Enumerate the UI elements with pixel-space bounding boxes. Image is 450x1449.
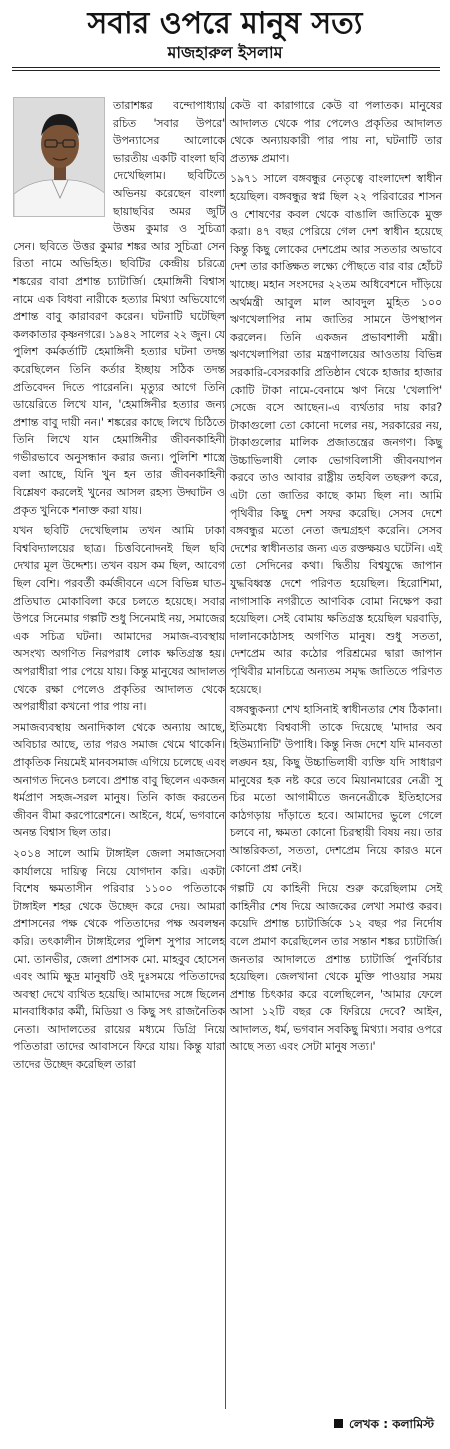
paragraph: কেউ বা কারাগারে কেউ বা পলাতক। মানুষের আদালত থেকে পার পেলেও প্রকৃতির আদালত থেকে অন্যায়কারী পার পায় না, ঘটনাটি তার প্রত্যক্ষ প্রমাণ।	[230, 99, 442, 165]
right-column	[230, 97, 442, 1059]
paragraph: গল্পটি যে কাহিনী দিয়ে শুরু করেছিলাম সেই কাহিনীর শেষ দিয়ে আজকের লেখা সমাপ্ত করব। কয়েদি প্রশান্ত চ্যাটার্জিকে ১২ বছর পর নির্দোষ বলে প্রমাণ করেছিলেন তার সন্তান শঙ্কর চ্যাটার্জি। জনতার আদালতে প্রশান্ত চ্যাটার্জি পুনর্বিচার হয়েছিল। জেলখানা থেকে মুক্তি পাওয়ার সময় প্রশান্ত চিৎকার করে বলেছিলেন, 'আমার ফেলে আসা ১২টি বছর কে ফিরিয়ে দেবে? আইন, আদালত, ধর্ম, ভগবান সবকিছু মিথ্যা। সবার ওপরে আছে সত্য এবং সেটা মানুষ সত্য।'	[230, 882, 442, 1054]
paragraph: ১৯৭১ সালে বঙ্গবন্ধুর নেতৃত্বে বাংলাদেশ স্বাধীন হয়েছিল। বঙ্গবন্ধুর স্বপ্ন ছিল ২২ পরিবারের শাসন ও শোষণের কবল থেকে বাঙালি জাতিকে মুক্ত করা। ৪৭ বছর পেরিয়ে গেল দেশ স্বাধীন হয়েছে কিন্তু কিছু লোকের দেশপ্রেম আর সততার অভাবে দেশ তার কাঙ্ক্ষিত লক্ষ্যে পৌছতে বার বার হোঁচট খাচ্ছে। মহান সংসদের ২২তম অধিবেশনে দাঁড়িয়ে অর্থমন্ত্রী আবুল মাল আবদুল মুহিত ১০০ ঋণখেলাপির নাম জাতির সামনে উপস্থাপন করলেন। তিনি একজন প্রভাবশালী মন্ত্রী। ঋণখেলাপিরা তার মন্ত্রণালয়ের আওতায় বিভিন্ন সরকারি-বেসরকারি প্রতিষ্ঠান থেকে হাজার হাজার কোটি টাকা নামে-বেনামে ঋণ নিয়ে 'খেলাপি' সেজে বসে আছেন।-এ ব্যর্থতার দায় কার? টাকাগুলো তো কোনো দলের নয়, সরকারের নয়, টাকাগুলোর মালিক প্রজাতন্ত্রের জনগণ। কিছু উচ্চাভিলাষী লোক ভোগবিলাসী জীবনযাপন করবে তাও আবার রাষ্ট্রীয় তহবিল তছরুপ করে, এটা তো জাতির কাছে কাম্য ছিল না। আমি পৃথিবীর কিছু দেশ সফর করেছি। সেসব দেশে বঙ্গবন্ধুর মতো নেতা জন্মগ্রহণ করেনি। সেসব দেশের স্বাধীনতার জন্য এত রক্তক্ষয়ও ঘটেনি। এই তো সেদিনের কথা। দ্বিতীয় বিশ্বযুদ্ধে জাপান যুদ্ধবিধ্বস্ত দেশে পরিণত হয়েছিল। হিরোশিমা, নাগাসাকি নগরীতে আণবিক বোমা নিক্ষেপ করা হয়েছিল। সেই বোমায় ক্ষতিগ্রস্ত হয়েছিল ঘরবাড়ি, দালানকোঠাসহ অগণিত মানুষ। শুধু সততা, দেশপ্রেম আর কঠোর পরিশ্রমের দ্বারা জাপান পৃথিবীর মানচিত্রে অন্যতম সমৃদ্ধ জাতিতে পরিণত হয়েছে।	[230, 172, 442, 696]
author-credit	[334, 1415, 434, 1433]
paragraph: যখন ছবিটি দেখেছিলাম তখন আমি ঢাকা বিশ্ববিদ্যালয়ের ছাত্র। চিত্তবিনোদনই ছিল ছবি দেখার মূল উদ্দেশ্য। তখন বয়স কম ছিল, আবেগ ছিল বেশি। পরবর্তী কর্মজীবনে এসে বিভিন্ন ঘাত-প্রতিঘাত মোকাবিলা করে চলতে হয়েছে। সবার উপরে সিনেমার গল্পটি শুধু সিনেমাই নয়, সমাজের এক সচিত্র ঘটনা। আমাদের সমাজ-ব্যবস্থায় অসংখ্য অগণিত নিরপরাধ লোক ক্ষতিগ্রস্ত হয়। অপরাধীরা পার পেয়ে যায়। কিন্তু মানুষের আদালত থেকে রক্ষা পেলেও প্রকৃতির আদালত থেকে অপরাধীরা কখনো পার পায় না।	[13, 524, 225, 714]
column-divider	[225, 97, 226, 1409]
paragraph: ২০১৪ সালে আমি টাঙ্গাইল জেলা সমাজসেবা কার্যালয়ে দায়িত্ব নিয়ে যোগদান করি। একটা বিশেষ ক্ষমতাসীন পরিবার ১১০০ পতিতাকে টাঙ্গাইল শহর থেকে উচ্ছেদ করে দেয়। আমরা প্রশাসনের পক্ষ থেকে পতিতাদের পক্ষ অবলম্বন করি। তৎকালীন টাঙ্গাইলের পুলিশ সুপার সালেহ মো. তানভীর, জেলা প্রশাসক মো. মাহবুব হোসেন এবং আমি ক্ষুদ্র মানুষটি ওই দুঃসময়ে পতিতাদের অবস্থা দেখে ব্যথিত হয়েছি। আমাদের সঙ্গে ছিলেন মানবাধিকার কর্মী, মিডিয়া ও কিছু সৎ রাজনৈতিক নেতা। আদালতের রায়ের মধ্যমে ডিগ্রি নিয়ে পতিতারা তাদের আবাসনে ফিরে যায়। কিন্তু যারা তাদের উচ্ছেদ করেছিল তারা	[13, 846, 225, 1072]
article-byline: মাজহারুল ইসলাম	[167, 43, 283, 62]
square-bullet-icon	[334, 1419, 343, 1428]
paragraph: সমাজব্যবস্থায় অনাদিকাল থেকে অন্যায় আছে, অবিচার আছে, তার পরও সমাজ থেমে থাকেনি। প্রাকৃতিক নিয়মেই মানবসমাজ এগিয়ে চলেছে এবং অনাগত দিনেও চলবে। প্রশান্ত বাবু ছিলেন একজন ধর্মপ্রাণ সহজ-সরল মানুষ। তিনি কাজ করতেন জীবন বীমা করপোরেশনে। আইনে, ধর্মে, ভগবানে অনন্ত বিশ্বাস ছিল তার।	[13, 720, 225, 840]
paragraph: বঙ্গবন্ধুকন্যা শেখ হাসিনাই স্বাধীনতার শেষ ঠিকানা। ইতিমধ্যে বিশ্ববাসী তাকে দিয়েছে 'মাদার অব হিউম্যানিটি' উপাধি। কিন্তু নিজ দেশে যদি মানবতা লঙ্ঘন হয়, কিছু উচ্চাভিলাষী ব্যক্তি যদি সাধারণ মানুষের হক নষ্ট করে তবে মিয়ানমারের নেত্রী সু চির মতো আগামীতে জননেত্রীকে ইতিহাসের কাঠগড়ায় দাঁড়াতে হবে। আমাদের ভুলে গেলে চলবে না, ক্ষমতা কোনো চিরস্থায়ী বিষয় নয়। তার আন্তরিকতা, সততা, দেশপ্রেম নিয়ে কারও মনে কোনো প্রশ্ন নেই।	[230, 703, 442, 875]
left-column	[13, 97, 225, 1077]
header-rule	[12, 67, 440, 68]
author-photo	[13, 97, 105, 217]
article-headline: সবার ওপরে মানুষ সত্য	[87, 6, 363, 41]
author-credit-text: লেখক : কলামিস্ট	[348, 1417, 434, 1431]
paragraph: তারাশঙ্কর বন্দোপাধ্যায় রচিত 'সবার উপরে' উপন্যাসের আলোকে ভারতীয় একটি বাংলা ছবি দেখেছিলাম। ছবিটিতে অভিনয় করেছেন বাংলা ছায়াছবির অমর জুটি উত্তম কুমার ও সুচিত্রা সেন। ছবিতে উত্তর কুমার শঙ্কর আর সুচিত্রা সেন রিতা নামে অভিহিত। ছবিটির কেন্দ্রীয় চরিত্রে শঙ্করের বাবা প্রশান্ত চ্যাটার্জি। হেমাঙ্গিনী বিশ্বাস নামে এক বিধবা নারীকে হত্যার মিথ্যা অভিযোগে প্রশান্ত বাবু কারাবরণ করেন। ঘটনাটি ঘটেছিল কলকাতার কৃষ্ণনগরে। ১৯৪২ সালের ২২ জুন। যে পুলিশ কর্মকর্তাটি হেমাঙ্গিনী হত্যার ঘটনা তদন্ত করেছিলেন তিনি কর্তার ইচ্ছায় সঠিক তদন্ত প্রতিবেদন দিতে পারেননি। মৃত্যুর আগে তিনি ডায়েরিতে লিখে যান, 'হেমাঙ্গিনীর হত্যার জন্য প্রশান্ত বাবু দায়ী নন।' শঙ্করের কাছে লিখে চিঠিতে তিনি লিখে যান হেমাঙ্গিনীর জীবনকাহিনী গভীরভাবে অনুসন্ধান করার জন্য। পুলিশি শাস্ত্রে বলা আছে, যিনি খুন হন তার জীবনকাহিনী বিশ্লেষণ করলেই খুনের আসল রহস্য উদ্ঘাটন ও প্রকৃত খুনিকে শনাক্ত করা যায়।	[13, 99, 225, 517]
header-rule-secondary	[12, 70, 440, 71]
author-portrait-icon	[14, 98, 105, 217]
